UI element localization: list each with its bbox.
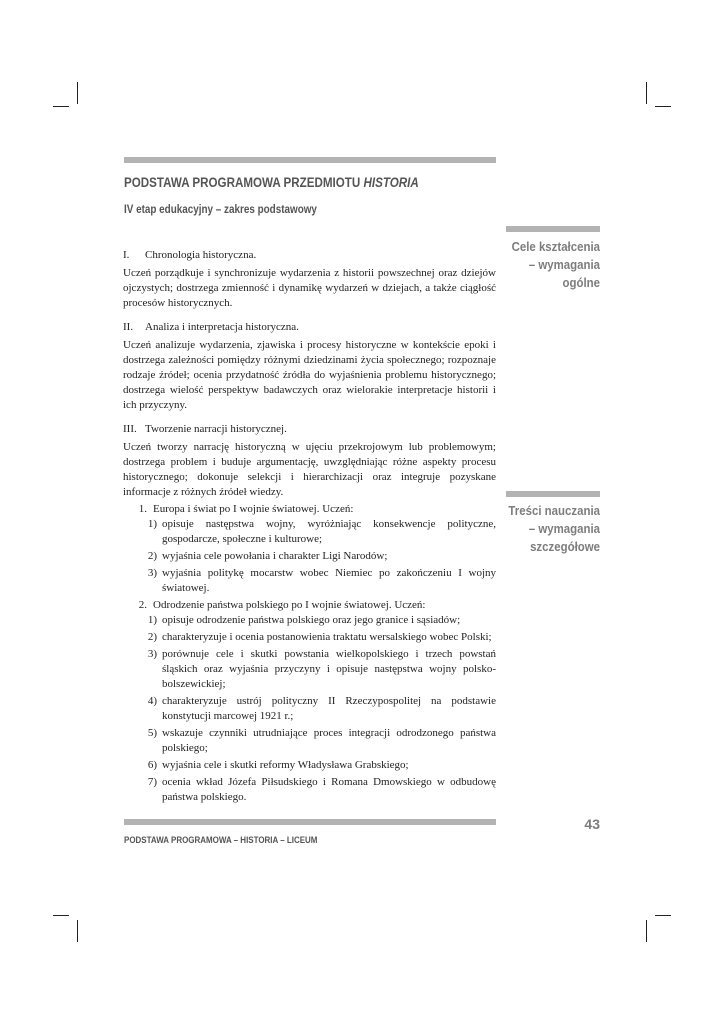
content-topic: 2. Odrodzenie państwa polskiego po I wojnie światowej. Uczeń: 1) opisuje odrodzenie państwa polskiego oraz jego granice i sąsiadów; 2) charakteryzuje i ocenia postanowienia traktatu wersalskiego wobec Polski; 3) porównuje cele i skutki powstania wielkopolskiego i trzech powstań śląskich oraz wyjaśnia przyczyny i opisuje następstwa wojny polsko-bolszewickiej; 4) charakteryzuje ustrój polityczny II Rzeczypospolitej na podstawie konstytucji marcowej 1921 r.; 5) wskazuje czynniki utrudniające proces integracji odrodzonego państwa polskiego; 6) wyjaśnia cele i skutki reformy Władysława Grabskiego; 7) ocenia wkład Józefa Piłsudskiego i Romana Dmowskiego w odbudowę państwa polskiego.: [123, 598, 496, 805]
requirement-item: 6) wyjaśnia cele i skutki reformy Władysława Grabskiego;: [147, 759, 409, 771]
page-title: PODSTAWA PROGRAMOWA PRZEDMIOTU HISTORIA: [124, 175, 419, 190]
requirement-item: 1) opisuje następstwa wojny, wyróżniając konsekwencje polityczne, gospodarcze, społeczne i kulturowe;: [147, 518, 496, 545]
topic-title: Odrodzenie państwa polskiego po I wojnie światowej. Uczeń:: [153, 599, 426, 611]
header-rule: [124, 157, 496, 163]
requirement-item: 2) charakteryzuje i ocenia postanowienia traktatu wersalskiego wobec Polski;: [147, 631, 492, 643]
requirement-item: 1) opisuje odrodzenie państwa polskiego oraz jego granice i sąsiadów;: [147, 614, 461, 626]
page-number: 43: [584, 816, 600, 832]
sidebar-rule-general: [506, 226, 600, 232]
crop-mark: [655, 915, 671, 916]
crop-mark: [77, 82, 78, 104]
requirement-list: [123, 613, 496, 805]
detailed-content: [123, 502, 496, 807]
goal-text: Uczeń porządkuje i synchronizuje wydarzenia z historii powszechnej oraz dziejów ojczystych; dostrzega zmienność i dynamikę wydarzeń w dziejach, a także ciągłość procesów historycznych.: [123, 267, 496, 309]
crop-mark: [53, 106, 69, 107]
requirement-item: 2) wyjaśnia cele powołania i charakter Ligi Narodów;: [147, 550, 388, 562]
requirement-item: 5) wskazuje czynniki utrudniające proces integracji odrodzonego państwa polskiego;: [147, 727, 496, 754]
general-goals: [123, 248, 496, 509]
requirement-item: 4) charakteryzuje ustrój polityczny II Rzeczypospolitej na podstawie konstytucji marcowej 1921 r.;: [147, 695, 496, 722]
topic-title: Europa i świat po I wojnie światowej. Uczeń:: [153, 503, 354, 515]
requirement-item: 3) porównuje cele i skutki powstania wielkopolskiego i trzech powstań śląskich oraz wyjaśnia przyczyny i opisuje następstwa wojny polsko-bolszewickiej;: [147, 648, 496, 690]
goal-text: Uczeń analizuje wydarzenia, zjawiska i procesy historyczne w kontekście epoki i dostrzega zależności pomiędzy różnymi dziedzinami życia społecznego; rozpoznaje rodzaje źródeł; ocenia przydatność źródła do wyjaśnienia problemu historycznego; dostrzega wielość perspektyw badawczych oraz wielorakie interpretacje historii i ich przyczyny.: [123, 339, 496, 411]
crop-mark: [646, 82, 647, 104]
footer-rule: [124, 819, 496, 825]
sidebar-label-general: Cele kształcenia – wymagania ogólne: [511, 239, 600, 290]
requirement-list: [123, 517, 496, 596]
goal-title: II. Analiza i interpretacja historyczna.: [123, 321, 299, 333]
content-topic: 1. Europa i świat po I wojnie światowej. Uczeń: 1) opisuje następstwa wojny, wyróżniając konsekwencje polityczne, gospodarcze, społeczne i kulturowe; 2) wyjaśnia cele powołania i charakter Ligi Narodów; 3) wyjaśnia politykę mocarstw wobec Niemiec po zakończeniu I wojny światowej.: [123, 502, 496, 596]
page-subtitle: IV etap edukacyjny – zakres podstawowy: [124, 204, 317, 216]
requirement-item: 7) ocenia wkład Józefa Piłsudskiego i Romana Dmowskiego w odbudowę państwa polskiego.: [147, 776, 496, 803]
goal-text: Uczeń tworzy narrację historyczną w ujęciu przekrojowym lub problemowym; dostrzega problem i buduje argumentację, uwzględniając różne aspekty procesu historycznego; dokonuje selekcji i hierarchizacji oraz integruje pozyskane informacje z różnych źródeł wiedzy.: [123, 441, 496, 498]
page-footer: PODSTAWA PROGRAMOWA – HISTORIA – LICEUM: [124, 835, 318, 846]
crop-mark: [646, 920, 647, 942]
crop-mark: [655, 106, 671, 107]
crop-mark: [77, 920, 78, 942]
crop-mark: [53, 915, 69, 916]
content-list: [123, 502, 496, 805]
sidebar-rule-detailed: [506, 491, 600, 497]
sidebar-label-detailed: Treści nauczania – wymagania szczegółowe: [508, 503, 600, 554]
goal-title: III. Tworzenie narracji historycznej.: [123, 423, 287, 435]
requirement-item: 3) wyjaśnia politykę mocarstw wobec Niemiec po zakończeniu I wojny światowej.: [147, 567, 496, 594]
goal-title: I. Chronologia historyczna.: [123, 249, 257, 261]
